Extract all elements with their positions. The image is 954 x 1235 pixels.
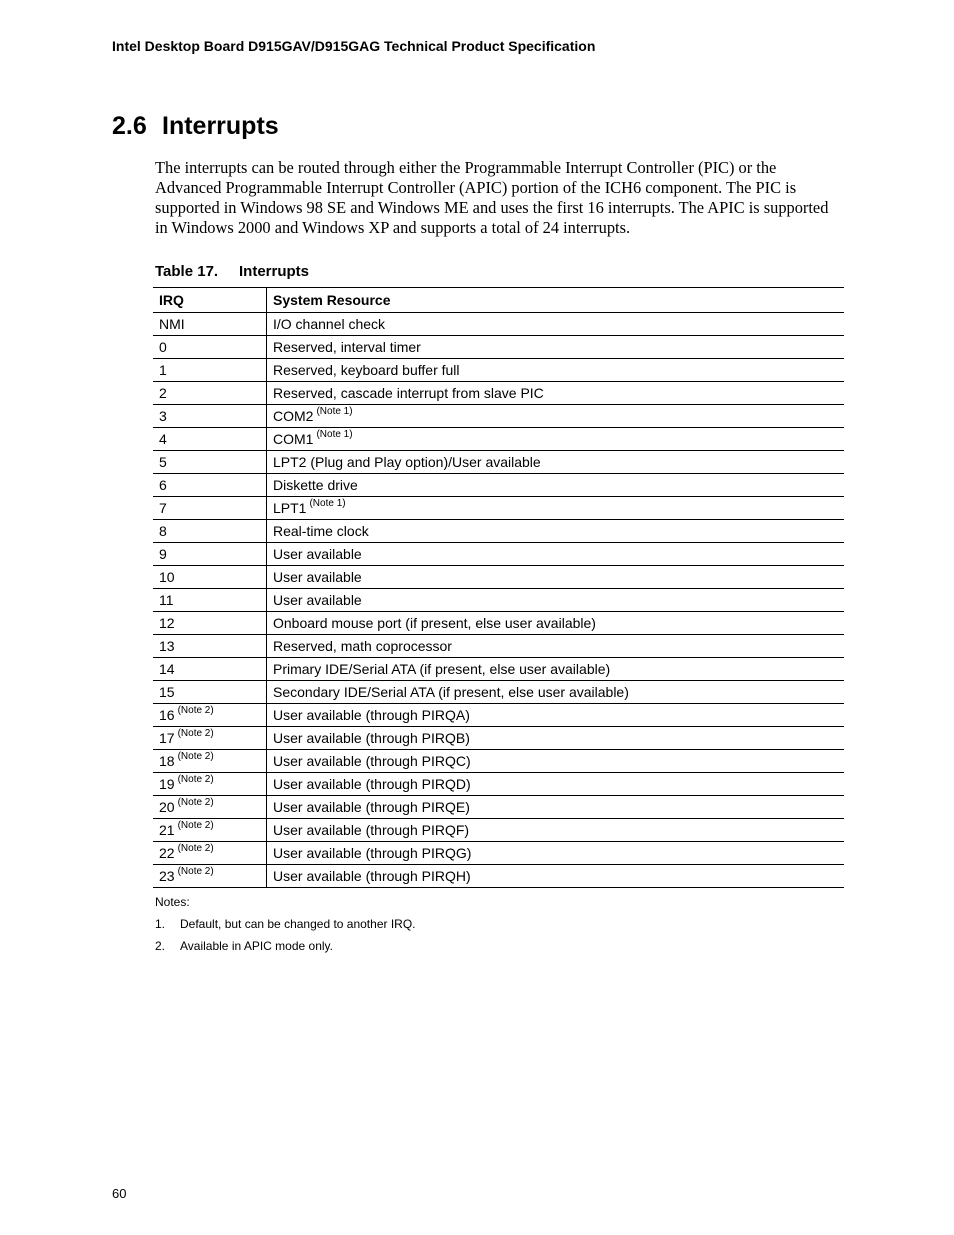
resource-cell [267,313,845,336]
resource-cell-text: User available (through PIRQG) [273,845,472,861]
note-item [155,939,416,953]
note-number: 1. [155,917,166,931]
table-row [153,773,844,796]
resource-cell [267,796,845,819]
resource-cell [267,658,845,681]
resource-cell [267,865,845,888]
resource-cell [267,428,845,451]
table-row [153,520,844,543]
irq-cell-text: 9 [159,546,167,562]
irq-cell-text: 13 [159,638,175,654]
table-row [153,428,844,451]
resource-cell-text: User available (through PIRQA) [273,707,470,723]
resource-cell-text: Diskette drive [273,477,358,493]
resource-cell [267,681,845,704]
irq-cell [153,313,267,336]
resource-cell-text: COM2 [273,408,314,424]
resource-cell-text: Secondary IDE/Serial ATA (if present, else user available) [273,684,629,700]
note-reference: (Note 2) [177,774,214,785]
note-reference: (Note 1) [309,498,346,509]
irq-cell [153,474,267,497]
resource-cell [267,727,845,750]
resource-cell-text: I/O channel check [273,316,386,332]
resource-cell-text: Reserved, keyboard buffer full [273,362,460,378]
note-reference: (Note 1) [316,406,353,417]
irq-cell [153,589,267,612]
note-reference: (Note 2) [177,728,214,739]
resource-cell-text: Reserved, cascade interrupt from slave PIC [273,385,544,401]
resource-cell-text: User available (through PIRQC) [273,753,471,769]
interrupts-table [153,287,844,888]
irq-cell-text: 19 [159,776,175,792]
resource-cell-text: COM1 [273,431,314,447]
irq-cell-text: 18 [159,753,175,769]
irq-cell [153,865,267,888]
irq-cell-text: 15 [159,684,175,700]
resource-cell-text: Primary IDE/Serial ATA (if present, else user available) [273,661,611,677]
resource-cell-text: User available (through PIRQB) [273,730,470,746]
section-title-text: Interrupts [162,112,279,140]
table-row [153,543,844,566]
resource-cell [267,336,845,359]
table-row [153,474,844,497]
irq-cell-text: 21 [159,822,175,838]
irq-cell-text: 1 [159,362,167,378]
table-row [153,750,844,773]
irq-cell [153,635,267,658]
irq-cell-text: 6 [159,477,167,493]
resource-cell [267,543,845,566]
resource-cell [267,842,845,865]
resource-cell-text: User available (through PIRQH) [273,868,471,884]
table-caption-title: Interrupts [239,263,310,280]
column-header-irq: IRQ [153,288,267,313]
irq-cell-text: 7 [159,500,167,516]
irq-cell-text: 20 [159,799,175,815]
resource-cell [267,750,845,773]
irq-cell [153,566,267,589]
irq-cell-text: NMI [159,316,185,332]
note-item [155,917,416,931]
table-row [153,658,844,681]
table-row [153,727,844,750]
irq-cell [153,750,267,773]
irq-cell [153,359,267,382]
table-row [153,497,844,520]
irq-cell [153,336,267,359]
irq-cell-text: 12 [159,615,175,631]
resource-cell [267,474,845,497]
table-row [153,635,844,658]
resource-cell-text: User available (through PIRQE) [273,799,470,815]
irq-cell [153,819,267,842]
intro-paragraph: The interrupts can be routed through either the Programmable Interrupt Controller (PIC) or the Advanced Programmable Interrupt Controller (APIC) portion of the ICH6 component. The PIC is supported in Windows 98 SE and Windows ME and uses the first 16 interrupts. The APIC is supported in Windows 2000 and Windows XP and supports a total of 24 interrupts. [155,158,829,237]
irq-cell-text: 16 [159,707,175,723]
section-title [112,112,279,141]
note-reference: (Note 2) [177,751,214,762]
table-caption-number: Table 17. [155,263,219,280]
irq-cell-text: 2 [159,385,167,401]
resource-cell [267,635,845,658]
note-text: Available in APIC mode only. [180,939,333,953]
irq-cell [153,773,267,796]
irq-cell [153,704,267,727]
irq-cell [153,428,267,451]
resource-cell [267,520,845,543]
irq-cell-text: 11 [159,592,174,608]
note-reference: (Note 2) [177,866,214,877]
resource-cell-text: User available [273,592,362,608]
resource-cell [267,566,845,589]
resource-cell [267,773,845,796]
table-row [153,405,844,428]
running-header: Intel Desktop Board D915GAV/D915GAG Technical Product Specification [112,38,596,54]
table-row [153,313,844,336]
note-reference: (Note 2) [177,820,214,831]
irq-cell [153,405,267,428]
irq-cell-text: 22 [159,845,175,861]
table-row [153,842,844,865]
irq-cell [153,451,267,474]
irq-cell [153,658,267,681]
page-number: 60 [112,1186,127,1201]
resource-cell-text: User available [273,569,362,585]
resource-cell [267,359,845,382]
resource-cell [267,382,845,405]
table-body [153,313,844,888]
resource-cell [267,612,845,635]
table-row [153,612,844,635]
resource-cell-text: Onboard mouse port (if present, else user available) [273,615,596,631]
irq-cell-text: 4 [159,431,167,447]
irq-cell [153,382,267,405]
resource-cell-text: User available [273,546,362,562]
table-row [153,819,844,842]
table-row [153,681,844,704]
resource-cell [267,819,845,842]
irq-cell [153,681,267,704]
irq-cell [153,727,267,750]
note-reference: (Note 2) [177,843,214,854]
note-reference: (Note 2) [177,705,214,716]
irq-cell [153,497,267,520]
irq-cell-text: 10 [159,569,175,585]
irq-cell-text: 3 [159,408,167,424]
resource-cell [267,589,845,612]
table-row [153,336,844,359]
irq-cell [153,520,267,543]
table-row [153,382,844,405]
irq-cell-text: 17 [159,730,175,746]
resource-cell-text: Reserved, math coprocessor [273,638,452,654]
irq-cell-text: 14 [159,661,175,677]
resource-cell [267,405,845,428]
irq-cell-text: 23 [159,868,175,884]
table-row [153,865,844,888]
note-number: 2. [155,939,166,953]
table-header-row [153,288,844,313]
section-number: 2.6 [112,112,147,140]
irq-cell [153,612,267,635]
irq-cell-text: 5 [159,454,167,470]
resource-cell [267,451,845,474]
note-reference: (Note 2) [177,797,214,808]
note-text: Default, but can be changed to another IRQ. [180,917,416,931]
resource-cell-text: User available (through PIRQD) [273,776,471,792]
table-caption [155,263,309,280]
resource-cell-text: LPT1 [273,500,307,516]
resource-cell-text: User available (through PIRQF) [273,822,470,838]
table-notes [155,895,416,961]
irq-cell [153,543,267,566]
note-reference: (Note 1) [316,429,353,440]
irq-cell-text: 8 [159,523,167,539]
table-row [153,589,844,612]
column-header-system-resource: System Resource [267,288,845,313]
irq-cell-text: 0 [159,339,167,355]
resource-cell [267,704,845,727]
irq-cell [153,796,267,819]
resource-cell-text: Reserved, interval timer [273,339,421,355]
resource-cell-text: LPT2 (Plug and Play option)/User available [273,454,541,470]
table-row [153,451,844,474]
resource-cell [267,497,845,520]
irq-cell [153,842,267,865]
notes-label: Notes: [155,895,190,909]
resource-cell-text: Real-time clock [273,523,369,539]
table-row [153,359,844,382]
table-row [153,566,844,589]
table-row [153,796,844,819]
table-row [153,704,844,727]
